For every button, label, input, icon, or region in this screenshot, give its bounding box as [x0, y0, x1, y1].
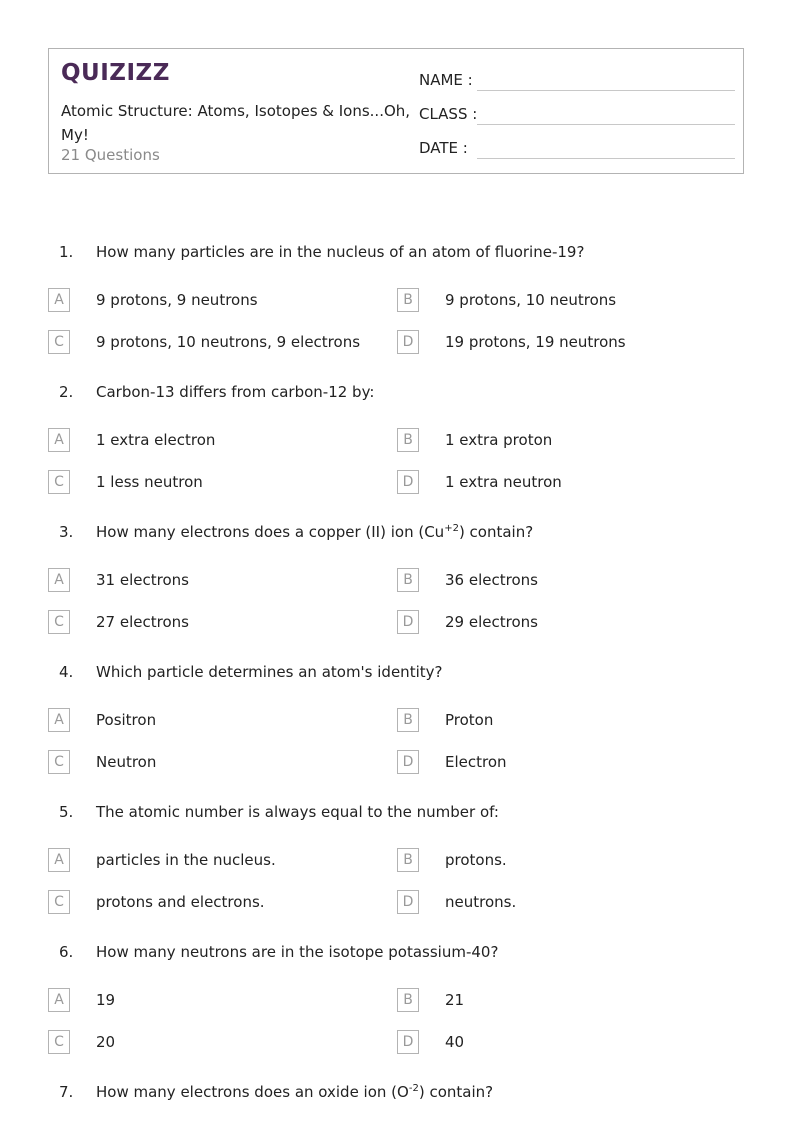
option-c-text: 20 — [96, 1033, 116, 1051]
question-text-main: How many electrons does an oxide ion (O — [96, 1083, 409, 1101]
option-b-text: 9 protons, 10 neutrons — [445, 291, 617, 309]
question-row — [0, 801, 794, 823]
option-c-box[interactable]: C — [48, 890, 70, 914]
option-b-box[interactable]: B — [397, 988, 419, 1012]
name-field[interactable] — [419, 67, 735, 91]
option-d-box[interactable]: D — [397, 610, 419, 634]
option-a-text: 9 protons, 9 neutrons — [96, 291, 258, 309]
option-a-box[interactable]: A — [48, 568, 70, 592]
option-b-box[interactable]: B — [397, 288, 419, 312]
class-label: CLASS : — [419, 105, 478, 123]
option-d-box[interactable]: D — [397, 890, 419, 914]
question-text-end: ) contain? — [458, 523, 534, 541]
question-number: 5. — [59, 803, 74, 821]
option-b-box[interactable]: B — [397, 848, 419, 872]
question-row — [0, 521, 794, 543]
date-label: DATE : — [419, 139, 468, 157]
option-c-box[interactable]: C — [48, 1030, 70, 1054]
question-row — [0, 1081, 794, 1103]
question-count: 21 Questions — [61, 146, 160, 164]
option-b-text: 36 electrons — [445, 571, 538, 589]
option-a-box[interactable]: A — [48, 288, 70, 312]
question-number: 4. — [59, 663, 74, 681]
option-c-text: protons and electrons. — [96, 893, 265, 911]
name-label: NAME : — [419, 71, 473, 89]
question-text-main: How many particles are in the nucleus of an atom of fluorine-19? — [96, 243, 585, 261]
option-a-text: 19 — [96, 991, 116, 1009]
question-text — [96, 661, 442, 683]
question-text-main: How many neutrons are in the isotope potassium-40? — [96, 943, 499, 961]
question-text — [96, 241, 584, 263]
question-text-main: The atomic number is always equal to the number of: — [96, 803, 499, 821]
question-number: 2. — [59, 383, 74, 401]
option-d-box[interactable]: D — [397, 1030, 419, 1054]
date-field[interactable] — [419, 135, 735, 159]
option-b-text: 1 extra proton — [445, 431, 553, 449]
question-text — [96, 801, 499, 823]
option-d-box[interactable]: D — [397, 330, 419, 354]
option-a-box[interactable]: A — [48, 708, 70, 732]
option-d-text: 29 electrons — [445, 613, 538, 631]
question-text — [96, 521, 533, 543]
option-c-box[interactable]: C — [48, 470, 70, 494]
option-d-text: 1 extra neutron — [445, 473, 562, 491]
charge-superscript: -2 — [408, 1083, 419, 1094]
charge-superscript: +2 — [444, 523, 459, 534]
option-d-box[interactable]: D — [397, 750, 419, 774]
option-d-text: neutrons. — [445, 893, 517, 911]
option-c-text: 27 electrons — [96, 613, 189, 631]
option-b-box[interactable]: B — [397, 568, 419, 592]
option-c-box[interactable]: C — [48, 750, 70, 774]
option-a-text: particles in the nucleus. — [96, 851, 276, 869]
date-input-line[interactable] — [477, 158, 735, 159]
option-d-text: Electron — [445, 753, 507, 771]
question-number: 3. — [59, 523, 74, 541]
name-input-line[interactable] — [477, 90, 735, 91]
question-number: 1. — [59, 243, 74, 261]
question-text-main: How many electrons does a copper (II) ion (Cu — [96, 523, 445, 541]
question-text — [96, 941, 498, 963]
option-b-text: protons. — [445, 851, 507, 869]
class-field[interactable] — [419, 101, 735, 125]
question-row — [0, 241, 794, 263]
worksheet-title: Atomic Structure: Atoms, Isotopes & Ions...Oh, My! — [61, 102, 411, 144]
worksheet-header — [48, 48, 744, 174]
question-row — [0, 941, 794, 963]
option-d-box[interactable]: D — [397, 470, 419, 494]
option-a-text: 1 extra electron — [96, 431, 216, 449]
question-text-main: Which particle determines an atom's identity? — [96, 663, 443, 681]
question-text-end: ) contain? — [418, 1083, 494, 1101]
option-a-box[interactable]: A — [48, 988, 70, 1012]
option-d-text: 40 — [445, 1033, 465, 1051]
option-a-text: Positron — [96, 711, 157, 729]
option-c-box[interactable]: C — [48, 610, 70, 634]
option-b-text: Proton — [445, 711, 494, 729]
option-b-box[interactable]: B — [397, 708, 419, 732]
option-d-text: 19 protons, 19 neutrons — [445, 333, 626, 351]
option-a-box[interactable]: A — [48, 848, 70, 872]
class-input-line[interactable] — [477, 124, 735, 125]
question-row — [0, 661, 794, 683]
option-c-text: Neutron — [96, 753, 157, 771]
question-number: 6. — [59, 943, 74, 961]
question-text — [96, 381, 374, 403]
option-c-box[interactable]: C — [48, 330, 70, 354]
question-text-main: Carbon-13 differs from carbon-12 by: — [96, 383, 375, 401]
option-a-box[interactable]: A — [48, 428, 70, 452]
question-number: 7. — [59, 1083, 74, 1101]
quizizz-logo: QUIZIZZ — [61, 60, 170, 86]
option-b-text: 21 — [445, 991, 465, 1009]
question-row — [0, 381, 794, 403]
question-text — [96, 1081, 493, 1103]
option-b-box[interactable]: B — [397, 428, 419, 452]
option-a-text: 31 electrons — [96, 571, 189, 589]
option-c-text: 9 protons, 10 neutrons, 9 electrons — [96, 333, 361, 351]
option-c-text: 1 less neutron — [96, 473, 203, 491]
